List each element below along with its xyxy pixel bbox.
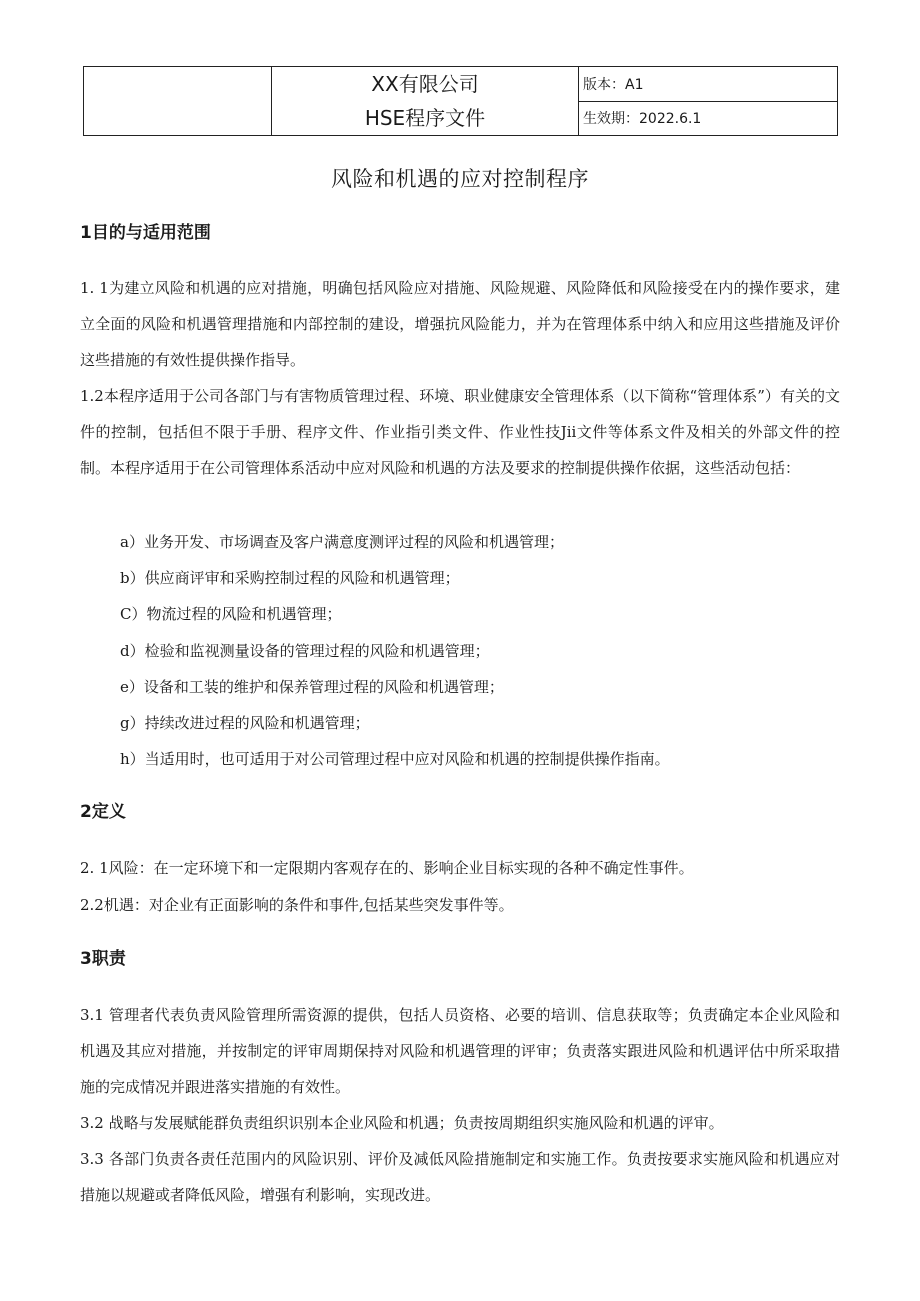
paragraph-2-1: 2. 1风险：在一定环境下和一定限期内客观存在的、影响企业目标实现的各种不确定性事件。 [80,859,694,877]
scope-item-d: d）检验和监视测量设备的管理过程的风险和机遇管理； [120,642,490,660]
paragraph-3-1: 3.1 管理者代表负责风险管理所需资源的提供，包括人员资格、必要的培训、信息获取等；负责确定本企业风险和机遇及其应对措施，并按制定的评审周期保持对风险和机遇管理的评审；负责落实跟进风险和机遇评估中所采取措施的完成情况并跟进落实措施的有效性。 [80,1006,840,1096]
scope-item-h: h）当适用时，也可适用于对公司管理过程中应对风险和机遇的控制提供操作指南。 [120,750,670,768]
effective-date-label: 生效期：2022.6.1 [579,101,838,136]
scope-item-a: a）业务开发、市场调查及客户满意度测评过程的风险和机遇管理； [120,533,564,551]
section-2-heading: 2定义 [80,802,126,822]
paragraph-3-3: 3.3 各部门负责各责任范围内的风险识别、评价及减低风险措施制定和实施工作。负责按要求实施风险和机遇应对措施以规避或者降低风险，增强有利影响，实现改进。 [80,1150,840,1204]
company-name: XX有限公司 [371,72,479,96]
section-3-heading: 3职责 [80,949,126,969]
paragraph-2-2: 2.2机遇：对企业有正面影响的条件和事件,包括某些突发事件等。 [80,896,514,914]
paragraph-1-2: 1.2本程序适用于公司各部门与有害物质管理过程、环境、职业健康安全管理体系（以下简称“管理体系”）有关的文件的控制，包括但不限于手册、程序文件、作业指引类文件、作业性技Jii文件等体系文件及相关的外部文件的控制。本程序适用于在公司管理体系活动中应对风险和机遇的方法及要求的控制提供操作依据，这些活动包括： [80,387,840,477]
doc-type: HSE程序文件 [364,106,486,130]
section-1-heading: 1目的与适用范围 [80,223,211,243]
scope-item-b: b）供应商评审和采购控制过程的风险和机遇管理； [120,569,460,587]
version-label: 版本：A1 [579,67,838,102]
company-cell [272,67,579,136]
paragraph-3-2: 3.2 战略与发展赋能群负责组织识别本企业风险和机遇；负责按周期组织实施风险和机遇的评审。 [80,1114,724,1132]
document-header-table [83,66,838,136]
paragraph-1-1: 1. 1为建立风险和机遇的应对措施，明确包括风险应对措施、风险规避、风险降低和风险接受在内的操作要求，建立全面的风险和机遇管理措施和内部控制的建设，增强抗风险能力，并为在管理体系中纳入和应用这些措施及评价这些措施的有效性提供操作指导。 [80,279,840,369]
document-title: 风险和机遇的应对控制程序 [331,167,589,191]
scope-item-c: C）物流过程的风险和机遇管理； [120,605,342,623]
scope-item-e: e）设备和工装的维护和保养管理过程的风险和机遇管理； [120,678,504,696]
logo-cell [84,67,272,136]
scope-item-g: g）持续改进过程的风险和机遇管理； [120,714,370,732]
